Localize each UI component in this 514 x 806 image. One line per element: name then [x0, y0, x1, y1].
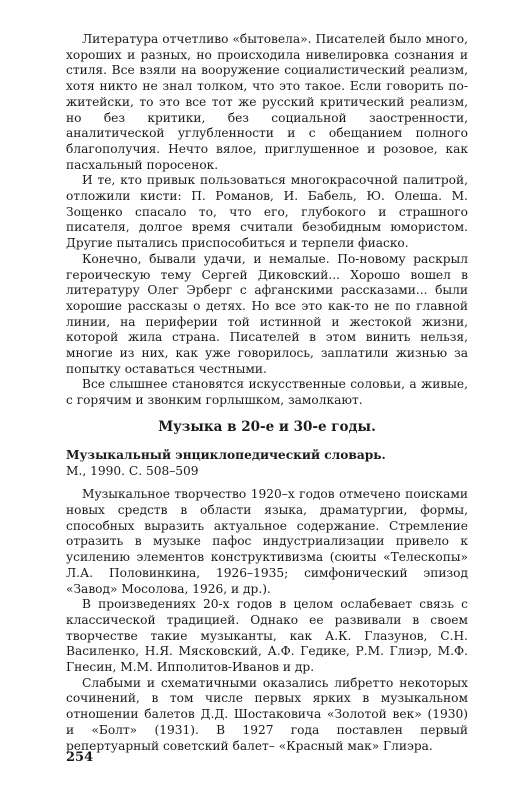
- source-reference: М., 1990. С. 508–509: [66, 463, 199, 478]
- source-citation: [66, 448, 468, 479]
- paragraph-librettos: Слабыми и схематичными оказались либретто некоторых сочинений, в том числе первых ярких в музыкальном отношении балетов Д.Д. Шостаковича «Золотой век» (1930) и «Болт» (1931). В 1927 года поставлен первый репертуарный советский балет– «Красный мак» Глиэра.: [66, 675, 468, 753]
- source-title: Музыкальный энциклопедический словарь.: [66, 447, 386, 462]
- paragraph-classical-tradition: В произведениях 20-х годов в целом ослабевает связь с классической традицией. Однако ее развивали в своем творчестве такие музыканты, как А.К. Глазунов, С.Н. Василенко, Н.Я. Мясковский, А.Ф. Гедике, Р.М. Глиэр, М.Ф. Гнесин, М.М. Ипполитов-Иванов и др.: [66, 597, 468, 675]
- paragraph-literature-everyday: Литература отчетливо «бытовела». Писателей было много, хороших и разных, но происходила нивелировка сознания и стиля. Все взяли на вооружение социалистический реализм, хотя никто не знал толком, что это такое. Если говорить по-житейски, то это все тот же русский критический реализм, но без критики, без социальной заостренности, аналитической углубленности и с обещанием полного благополучия. Нечто вялое, приглушенное и розовое, как пасхальный поросенок.: [66, 32, 468, 172]
- paragraph-successes: Конечно, бывали удачи, и немалые. По-новому раскрыл героическую тему Сергей Диковский... Хорошо вошел в литературу Олег Эрберг с афганскими рассказами... были хорошие рассказы о детях. Но все это как-то не по главной линии, на периферии той истинной и жестокой жизни, которой жила страна. Писателей в этом винить нельзя, многие из них, как уже говорилось, заплатили жизнью за попытку оставаться честными.: [66, 251, 468, 376]
- paragraph-music-1920s: Музыкальное творчество 1920–х годов отмечено поисками новых средств в области языка, драматургии, формы, способных выразить актуальное содержание. Стремление отразить в музыке пафос индустриализации привело к усилению элементов конструктивизма (сюиты «Телескопы» Л.А. Половинкина, 1926–1935; симфонический эпизод «Завод» Мосолова, 1926, и др.).: [66, 487, 468, 596]
- paragraph-writers-palette: И те, кто привык пользоваться многокрасочной палитрой, отложили кисти: П. Романов, И. Бабель, Ю. Олеша. М. Зощенко спасало то, что его, глубокого и страшного писателя, долгое время считали безобидным юмористом. Другие пытались приспособиться и терпели фиаско.: [66, 173, 468, 251]
- paragraph-nightingales: Все слышнее становятся искусственные соловьи, а живые, с горячим и звонким горлышком, замолкают.: [66, 377, 468, 408]
- page-number: 254: [66, 750, 94, 765]
- section-title: Музыка в 20-е и 30-е годы.: [158, 418, 376, 435]
- page-body: [66, 32, 468, 754]
